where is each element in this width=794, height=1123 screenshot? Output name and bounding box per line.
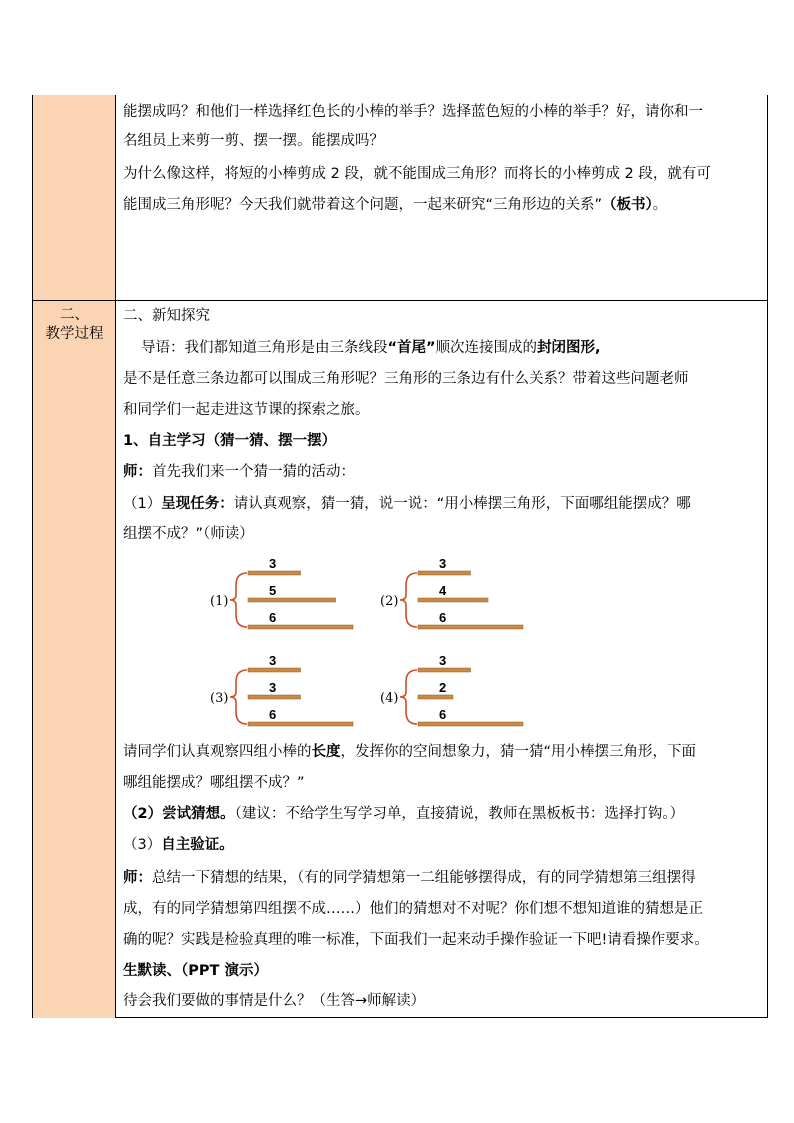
section-title: 教学过程: [45, 326, 104, 342]
group-label: (1): [210, 594, 229, 609]
stick-length-label: 5: [269, 583, 277, 598]
stick: [248, 668, 301, 672]
text-line: 成，有的同学猜想第四组摆不成……）他们的猜想对不对呢？你们想不想知道谁的猜想是正: [123, 901, 703, 917]
verify-line: （3）自主验证。: [123, 837, 234, 853]
stick: [248, 625, 353, 629]
try-line: （2）尝试猜想。（建议：不给学生写学习单，直接猜说，教师在黑板板书：选择打钩。）: [123, 806, 685, 822]
stick: [248, 695, 301, 699]
text-line: 能围成三角形呢？今天我们就带着这个问题，一起来研究“三角形边的关系”（板书）。: [123, 197, 668, 213]
text-line: 名组员上来剪一剪、摆一摆。能摆成吗？: [123, 133, 384, 149]
stick-length-label: 6: [439, 707, 447, 722]
stick-length-label: 3: [439, 653, 447, 668]
summary-line: 师：总结一下猜想的结果，（有的同学猜想第一二组能够摆得成，有的同学猜想第三组摆得: [123, 870, 696, 886]
group-label: (4): [380, 691, 399, 706]
section-number: 二、: [60, 307, 89, 323]
read-line: 生默读、（PPT 演示）: [123, 963, 268, 979]
row-divider: [33, 300, 767, 301]
task-line: （1）呈现任务：请认真观察，猜一猜，说一说：“用小棒摆三角形，下面哪组能摆成？哪: [123, 496, 691, 512]
stick: [418, 625, 523, 629]
stick-length-label: 2: [439, 680, 447, 695]
stick-length-label: 3: [269, 556, 277, 571]
sticks-figure: [200, 555, 540, 735]
text-line: 待会我们要做的事情是什么？（生答→师解读）: [123, 993, 426, 1009]
group-label: (2): [380, 594, 399, 609]
stick: [248, 722, 353, 726]
brace: [230, 670, 247, 724]
stick: [418, 695, 453, 699]
intro-line: 导语：我们都知道三角形是由三条线段“首尾”顺次连接围成的封闭图形,: [141, 340, 601, 356]
observe-line: 请同学们认真观察四组小棒的长度，发挥你的空间想象力，猜一猜“用小棒摆三角形，下面: [123, 744, 697, 760]
stick-length-label: 3: [269, 653, 277, 668]
stick-length-label: 6: [439, 610, 447, 625]
main-heading: 二、新知探究: [123, 308, 210, 324]
text-line: 确的呢？实践是检验真理的唯一标准，下面我们一起来动手操作验证一下吧!请看操作要求。: [123, 932, 709, 948]
section-label-column: [33, 95, 116, 1018]
stick-length-label: 3: [269, 680, 277, 695]
text-line: 能摆成吗？和他们一样选择红色长的小棒的举手？选择蓝色短的小棒的举手？好，请你和一: [123, 104, 703, 120]
text-line: 组摆不成？”（师读）: [123, 526, 254, 542]
stick-length-label: 4: [439, 583, 447, 598]
text-line: 为什么像这样，将短的小棒剪成 2 段，就不能围成三角形？而将长的小棒剪成 2 段，就有可: [123, 166, 711, 182]
group-label: (3): [210, 691, 229, 706]
stick-length-label: 6: [269, 707, 277, 722]
brace: [400, 573, 417, 627]
stick: [248, 571, 301, 575]
text-line: 是不是任意三条边都可以围成三角形呢？三角形的三条边有什么关系？带着这些问题老师: [123, 371, 689, 387]
text-line: 哪组能摆成？哪组摆不成？”: [123, 775, 305, 791]
text-line: 和同学们一起走进这节课的探索之旅。: [123, 402, 370, 418]
brace: [400, 670, 417, 724]
stick: [418, 598, 488, 602]
stick-length-label: 3: [439, 556, 447, 571]
teacher-line: 师：首先我们来一个猜一猜的活动：: [123, 464, 355, 480]
stick: [418, 571, 471, 575]
subsection-heading: 1、自主学习（猜一猜、摆一摆）: [123, 433, 337, 449]
stick: [418, 722, 523, 726]
brace: [230, 573, 247, 627]
stick: [418, 668, 471, 672]
stick: [248, 598, 336, 602]
stick-length-label: 6: [269, 610, 277, 625]
